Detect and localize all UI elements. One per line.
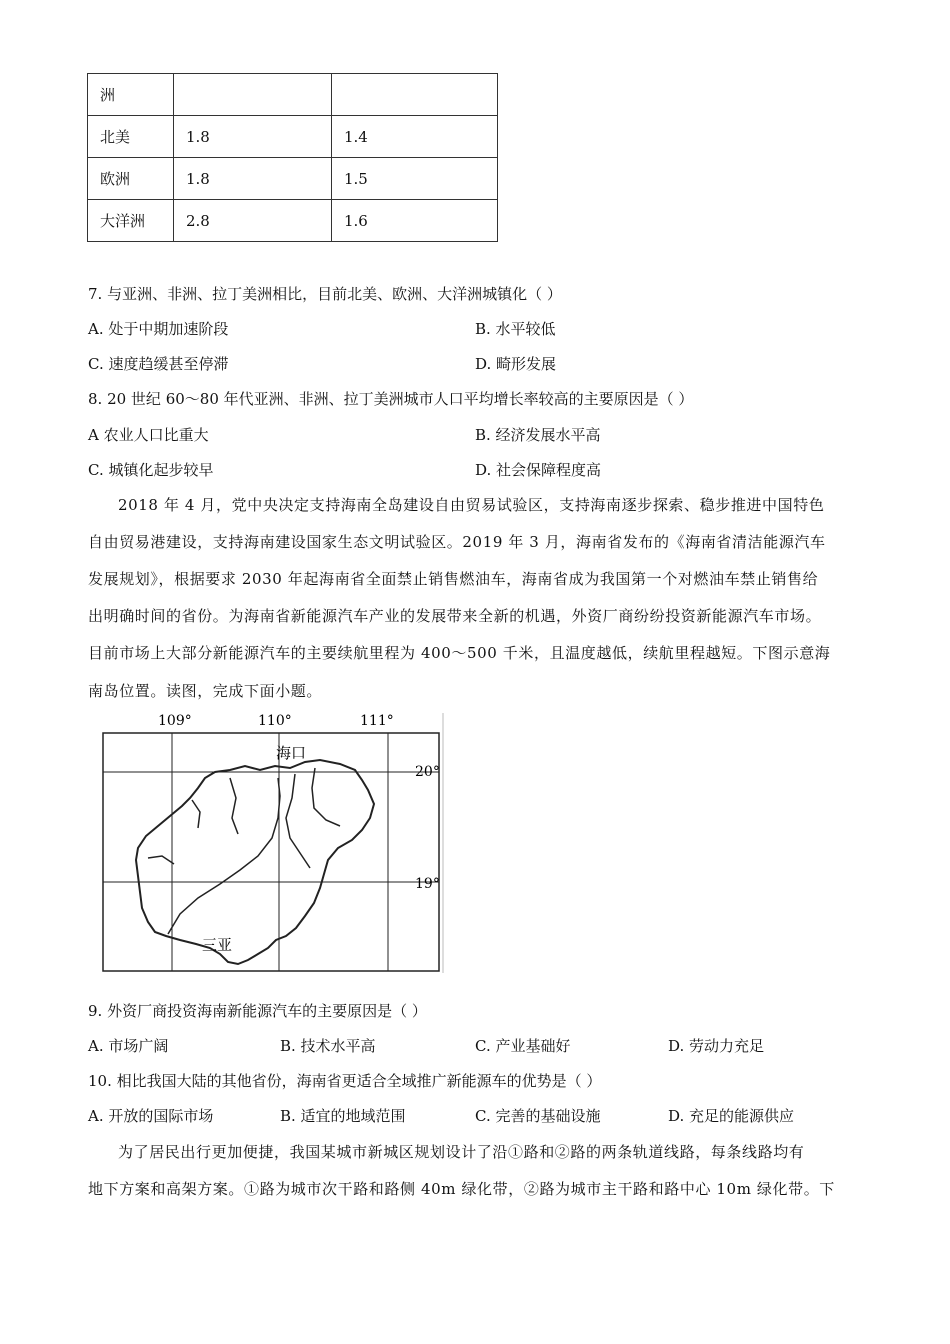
question-9-option-d: D. 劳动力充足 [668, 1037, 765, 1055]
question-7-option-a: A. 处于中期加速阶段 [88, 320, 229, 338]
question-10-stem: 10. 相比我国大陆的其他省份，海南省更适合全域推广新能源车的优势是（ ） [88, 1072, 602, 1090]
table-cell: 1.8 [174, 158, 332, 200]
table-row [88, 200, 498, 242]
passage-line: 南岛位置。读图，完成下面小题。 [88, 682, 323, 700]
question-7-option-d: D. 畸形发展 [475, 355, 557, 373]
passage-line: 目前市场上大部分新能源汽车的主要续航里程为 400～500 千米，且温度越低，续航里程越短。下图示意海 [88, 644, 831, 662]
passage-line: 2018 年 4 月，党中央决定支持海南全岛建设自由贸易试验区，支持海南逐步探索、稳步推进中国特色 [118, 496, 825, 514]
river [312, 768, 340, 826]
table-cell: 1.4 [332, 116, 498, 158]
table-cell: 1.8 [174, 116, 332, 158]
table-cell: 2.8 [174, 200, 332, 242]
urbanization-table [87, 73, 498, 242]
passage-line: 自由贸易港建设，支持海南建设国家生态文明试验区。2019 年 3 月，海南省发布的《海南省清洁能源汽车 [88, 533, 826, 551]
river [192, 800, 200, 828]
table-cell: 洲 [88, 74, 174, 116]
lat-label: 20° [415, 764, 440, 780]
question-10-option-c: C. 完善的基础设施 [475, 1107, 601, 1125]
map-frame [103, 733, 439, 971]
question-7-option-b: B. 水平较低 [475, 320, 556, 338]
city-label-haikou: 海口 [276, 744, 307, 762]
passage-line: 地下方案和高架方案。①路为城市次干路和路侧 40m 绿化带，②路为城市主干路和路中心 10m 绿化带。下 [88, 1180, 835, 1198]
table-row [88, 158, 498, 200]
question-8-option-d: D. 社会保障程度高 [475, 461, 602, 479]
lon-label: 111° [360, 713, 394, 729]
hainan-map [100, 708, 450, 978]
lat-label: 19° [415, 876, 440, 892]
question-9-option-c: C. 产业基础好 [475, 1037, 571, 1055]
lon-label: 110° [258, 713, 292, 729]
passage-line: 为了居民出行更加便捷，我国某城市新城区规划设计了沿①路和②路的两条轨道线路，每条线路均有 [118, 1143, 805, 1161]
question-10-option-b: B. 适宜的地域范围 [280, 1107, 406, 1125]
passage-line: 发展规划》，根据要求 2030 年起海南省全面禁止销售燃油车，海南省成为我国第一个对燃油车禁止销售给 [88, 570, 819, 588]
question-8-stem: 8. 20 世纪 60～80 年代亚洲、非洲、拉丁美洲城市人口平均增长率较高的主要原因是（ ） [88, 390, 694, 408]
city-label-sanya: 三亚 [202, 936, 233, 954]
question-10-option-a: A. 开放的国际市场 [88, 1107, 214, 1125]
table-cell: 北美 [88, 116, 174, 158]
question-9-option-b: B. 技术水平高 [280, 1037, 376, 1055]
table-cell: 大洋洲 [88, 200, 174, 242]
table-cell: 1.6 [332, 200, 498, 242]
question-9-stem: 9. 外资厂商投资海南新能源汽车的主要原因是（ ） [88, 1002, 427, 1020]
table-cell: 1.5 [332, 158, 498, 200]
lon-label: 109° [158, 713, 192, 729]
table-cell [332, 74, 498, 116]
table-row [88, 74, 498, 116]
river [230, 778, 238, 834]
river [286, 774, 310, 868]
table-row [88, 116, 498, 158]
table-cell: 欧洲 [88, 158, 174, 200]
passage-line: 出明确时间的省份。为海南省新能源汽车产业的发展带来全新的机遇，外资厂商纷纷投资新能源汽车市场。 [88, 607, 822, 625]
river [168, 778, 280, 934]
question-7-option-c: C. 速度趋缓甚至停滞 [88, 355, 229, 373]
question-9-option-a: A. 市场广阔 [88, 1037, 169, 1055]
question-8-option-a: A 农业人口比重大 [88, 426, 209, 444]
question-7-stem: 7. 与亚洲、非洲、拉丁美洲相比，目前北美、欧洲、大洋洲城镇化（ ） [88, 285, 562, 303]
table-cell [174, 74, 332, 116]
question-8-option-c: C. 城镇化起步较早 [88, 461, 214, 479]
question-10-option-d: D. 充足的能源供应 [668, 1107, 795, 1125]
question-8-option-b: B. 经济发展水平高 [475, 426, 601, 444]
river [148, 856, 174, 864]
